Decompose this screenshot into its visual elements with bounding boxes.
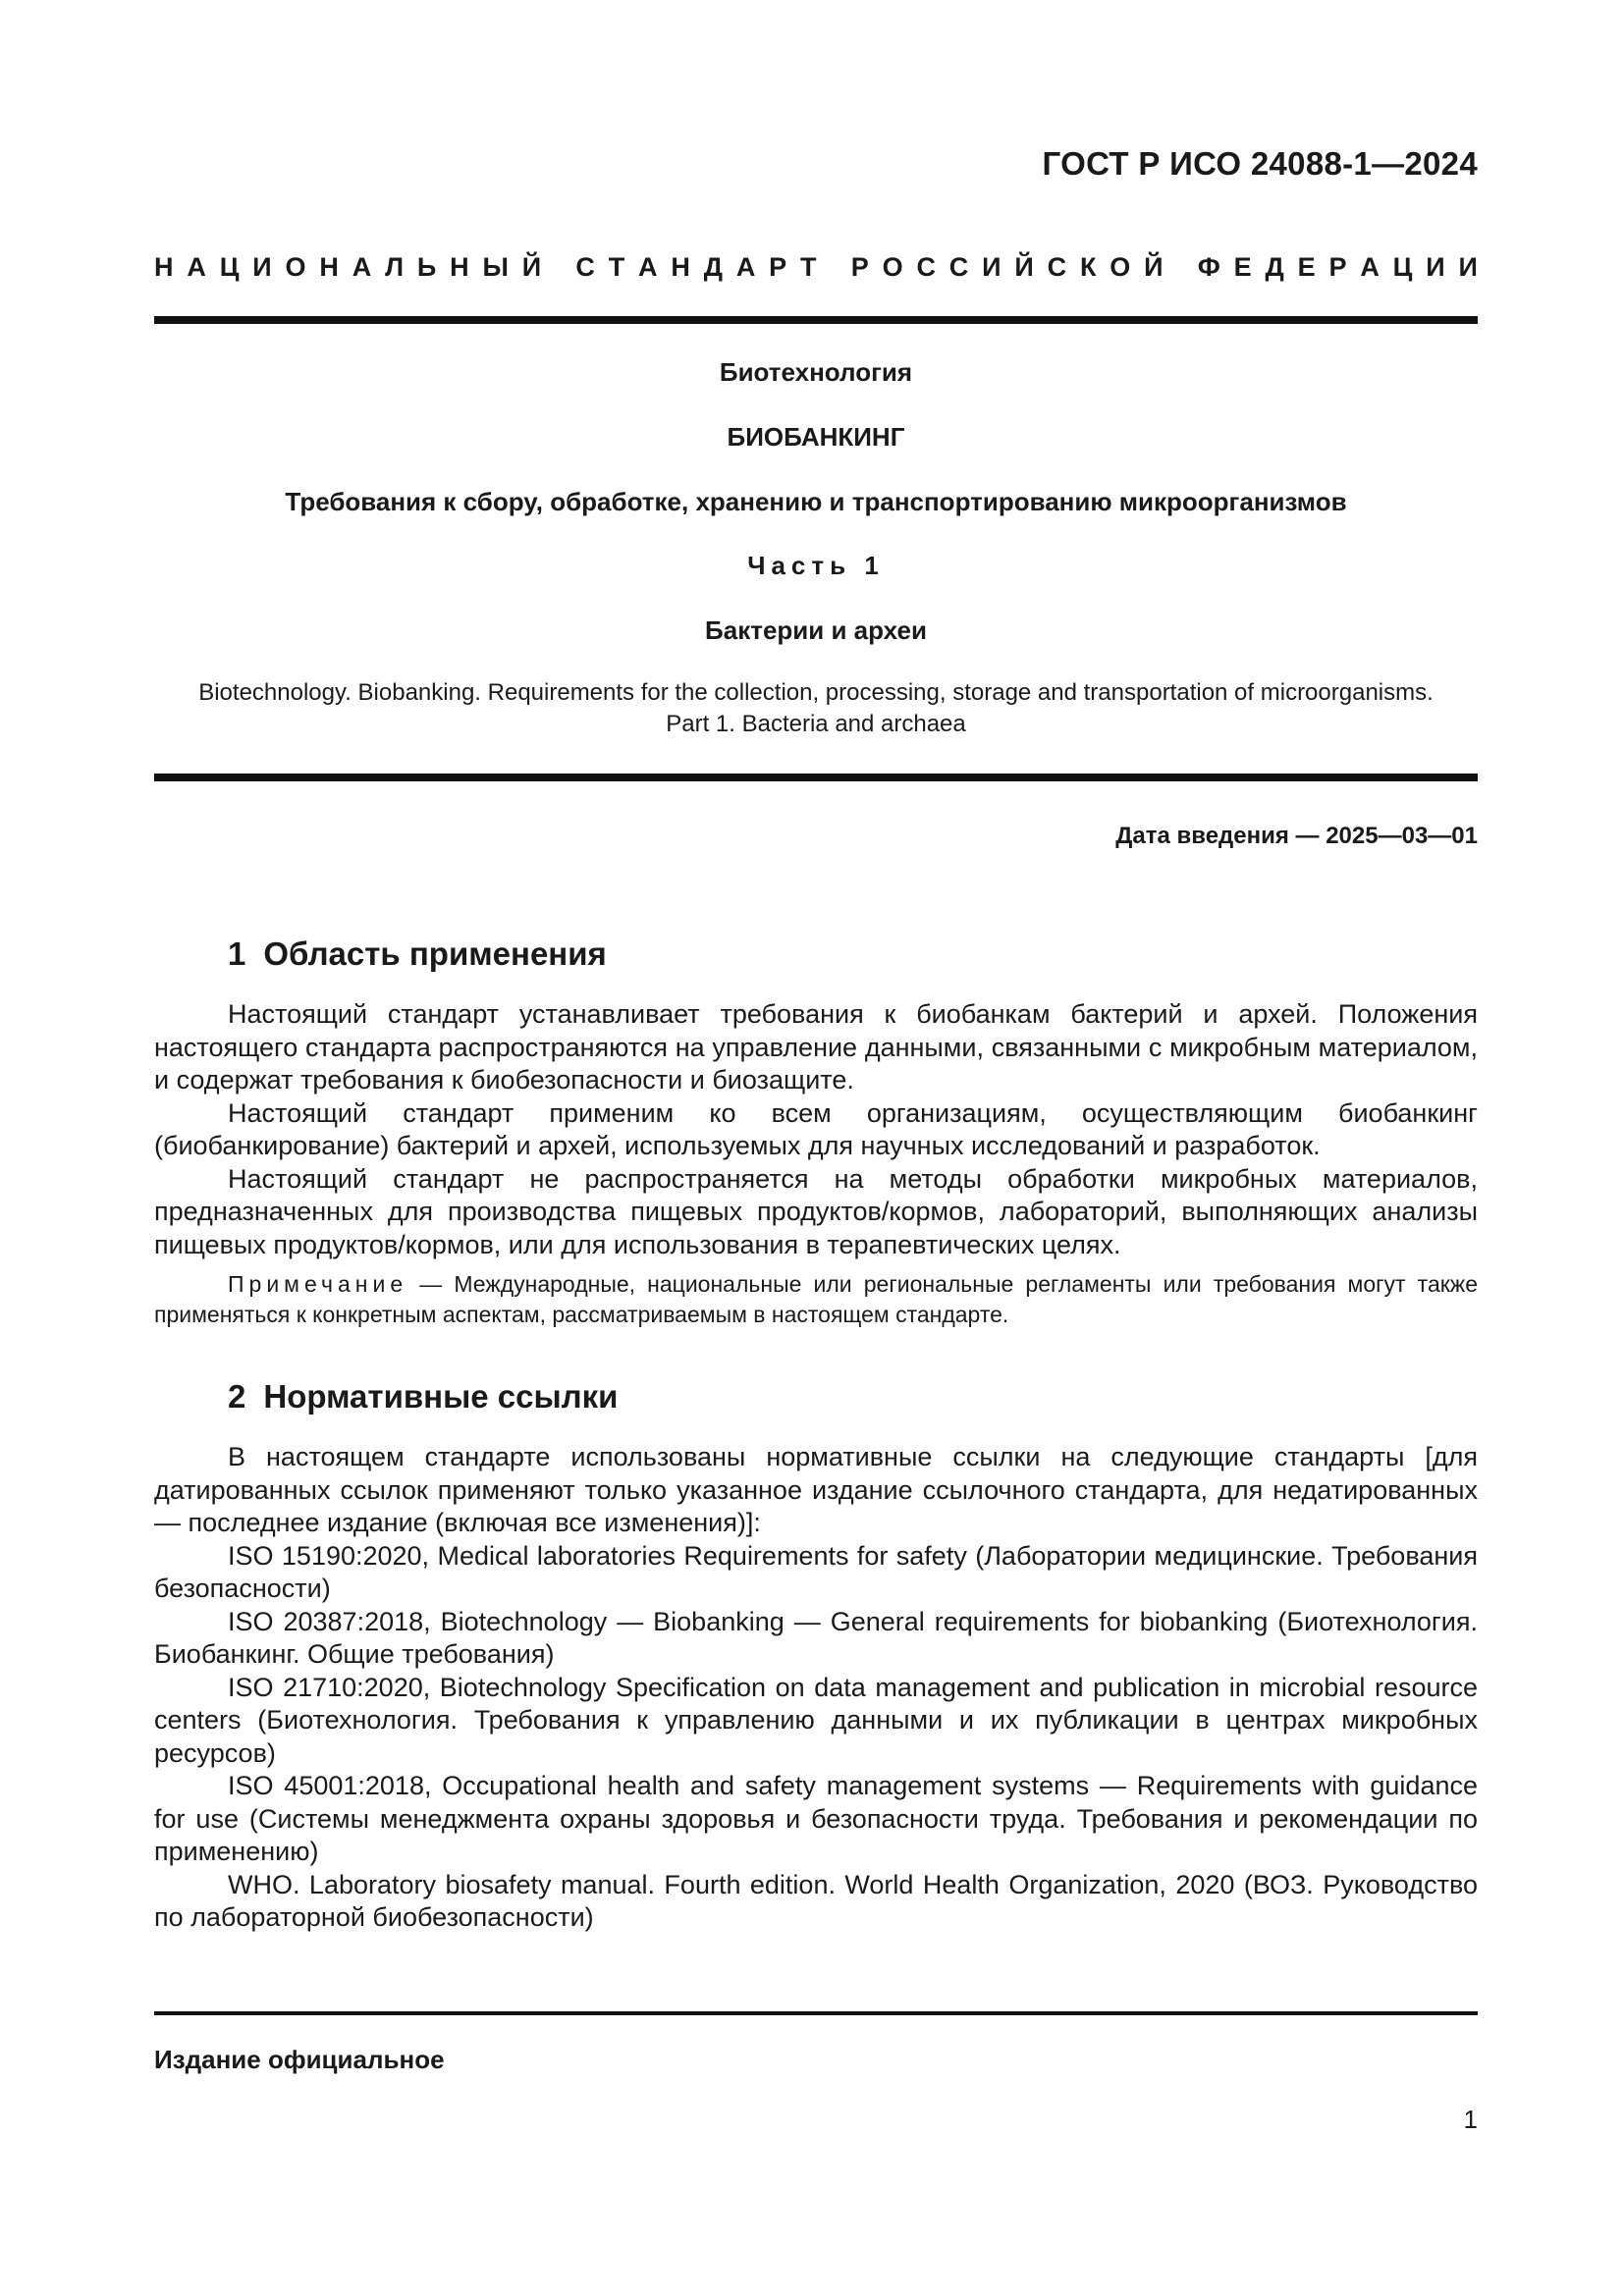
banner-letter: А: [187, 252, 206, 282]
banner-letter: Р: [769, 252, 787, 282]
section-1-paragraph: Настоящий стандарт применим ко всем организациям, осуществляющим биобанкинг (биобанкирование) бактерий и архей, используемых для научных исследований и разработок.: [154, 1097, 1478, 1160]
banner-gap: [1176, 252, 1184, 283]
banner-letter: Н: [154, 252, 174, 282]
section-1-heading: [228, 935, 607, 973]
section-2-number: 2: [228, 1378, 246, 1415]
section-2-paragraph: В настоящем стандарте использованы нормативные ссылки на следующие стандарты [для датированных ссылок применяют только указанное издание ссылочного стандарта, для недатированных — последнее издание (включая все изменения)]:: [154, 1442, 1478, 1537]
banner-gap: [830, 252, 838, 283]
banner-letter: С: [575, 252, 595, 282]
banner-letter: Л: [385, 252, 405, 282]
banner-letter: Д: [703, 252, 723, 282]
official-edition-label: Издание официальное: [154, 2045, 445, 2074]
banner-letter: А: [352, 252, 372, 282]
banner-letter: И: [252, 252, 272, 282]
banner-letter: Д: [1265, 252, 1284, 282]
banner-letter: Ь: [416, 252, 437, 282]
banner-letter: Й: [1014, 252, 1034, 282]
banner-letter: И: [1426, 252, 1445, 282]
banner-letter: Т: [608, 252, 625, 282]
banner-letter: С: [948, 252, 969, 282]
reference-item: ISO 15190:2020, Medical laboratories Requirements for safety (Лаборатории медицинские. Требования безопасности): [154, 1540, 1478, 1603]
banner-letter: С: [916, 252, 936, 282]
date-of-introduction: Дата введения — 2025—03—01: [1115, 823, 1478, 849]
reference-item: ISO 20387:2018, Biotechnology — Biobanking — General requirements for biobanking (Биотехнология. Биобанкинг. Общие требования): [154, 1606, 1478, 1669]
section-1-note: [154, 1269, 1478, 1330]
section-1-paragraph: Настоящий стандарт устанавливает требования к биобанкам бактерий и архей. Положения настоящего стандарта распространяются на управление данными, связанными с микробным материалом, и содержат требования к биобезопасности и биозащите.: [154, 999, 1478, 1095]
banner-letter: С: [1047, 252, 1067, 282]
note-label: Примечание: [228, 1271, 408, 1297]
banner-letter: Ф: [1197, 252, 1220, 282]
banner-letter: Ц: [219, 252, 240, 282]
title-part: Часть 1: [747, 551, 885, 580]
title-part-name: Бактерии и археи: [705, 615, 927, 645]
section-1-body: [154, 998, 1478, 1330]
banner-letter: А: [1360, 252, 1380, 282]
banner-letter: Н: [671, 252, 690, 282]
banner-letter: Й: [521, 252, 542, 282]
national-standard-banner: [154, 252, 1478, 283]
banner-letter: Ц: [1392, 252, 1413, 282]
reference-item: ISO 21710:2020, Biotechnology Specification on data management and publication in microbial resource centers (Биотехнология. Требования к управлению данными и их публикации в центрах микробных ресурсов): [154, 1672, 1478, 1768]
section-2-body: [154, 1441, 1478, 1935]
section-1-number: 1: [228, 935, 246, 972]
title-field: Биотехнология: [719, 357, 913, 387]
standard-designation: ГОСТ Р ИСО 24088-1—2024: [1042, 145, 1478, 182]
english-title-line2: Part 1. Bacteria and archaea: [666, 711, 966, 737]
banner-letter: Е: [1233, 252, 1252, 282]
banner-letter: И: [982, 252, 1001, 282]
reference-item: ISO 45001:2018, Occupational health and safety management systems — Requirements with guidance for use (Системы менеджмента охраны здоровья и безопасности труда. Требования и рекомендации по применению): [154, 1771, 1478, 1866]
banner-letter: О: [882, 252, 903, 282]
banner-gap: [555, 252, 563, 283]
banner-letter: Р: [850, 252, 869, 282]
page-number: 1: [1463, 2105, 1478, 2134]
banner-letter: И: [1458, 252, 1478, 282]
english-title-line1: Biotechnology. Biobanking. Requirements for the collection, processing, storage and transportation of microorganisms.: [198, 679, 1434, 706]
banner-letter: О: [285, 252, 306, 282]
section-2-title: Нормативные ссылки: [263, 1378, 619, 1415]
banner-letter: Й: [1144, 252, 1164, 282]
banner-letter: К: [1079, 252, 1097, 282]
banner-letter: Н: [319, 252, 339, 282]
banner-letter: А: [638, 252, 658, 282]
banner-letter: Н: [450, 252, 469, 282]
banner-letter: Е: [1297, 252, 1316, 282]
title-bottom-rule: [154, 774, 1478, 781]
banner-letter: А: [735, 252, 756, 282]
top-rule: [154, 316, 1478, 324]
reference-item: WHO. Laboratory biosafety manual. Fourth edition. World Health Organization, 2020 (ВОЗ. Руководство по лабораторной биобезопасности): [154, 1869, 1478, 1932]
section-1-title: Область применения: [263, 935, 607, 972]
title-subject: БИОБАНКИНГ: [727, 422, 905, 452]
banner-letter: Ы: [482, 252, 509, 282]
section-1-paragraph: Настоящий стандарт не распространяется на методы обработки микробных материалов, предназначенных для производства пищевых продуктов/кормов, лабораторий, выполняющих анализы пищевых продуктов/кормов, или для использования в терапевтических целях.: [154, 1163, 1478, 1259]
english-title: [154, 677, 1478, 740]
footer-rule: [154, 2011, 1478, 2015]
banner-letter: О: [1110, 252, 1131, 282]
note-text: — Международные, национальные или региональные регламенты или требования могут также применяться к конкретным аспектам, рассматриваемым в настоящем стандарте.: [154, 1271, 1478, 1327]
banner-letter: Р: [1328, 252, 1347, 282]
section-2-heading: [228, 1378, 618, 1415]
banner-letter: Т: [800, 252, 817, 282]
title-requirements: Требования к сбору, обработке, хранению и транспортированию микроорганизмов: [285, 487, 1347, 516]
